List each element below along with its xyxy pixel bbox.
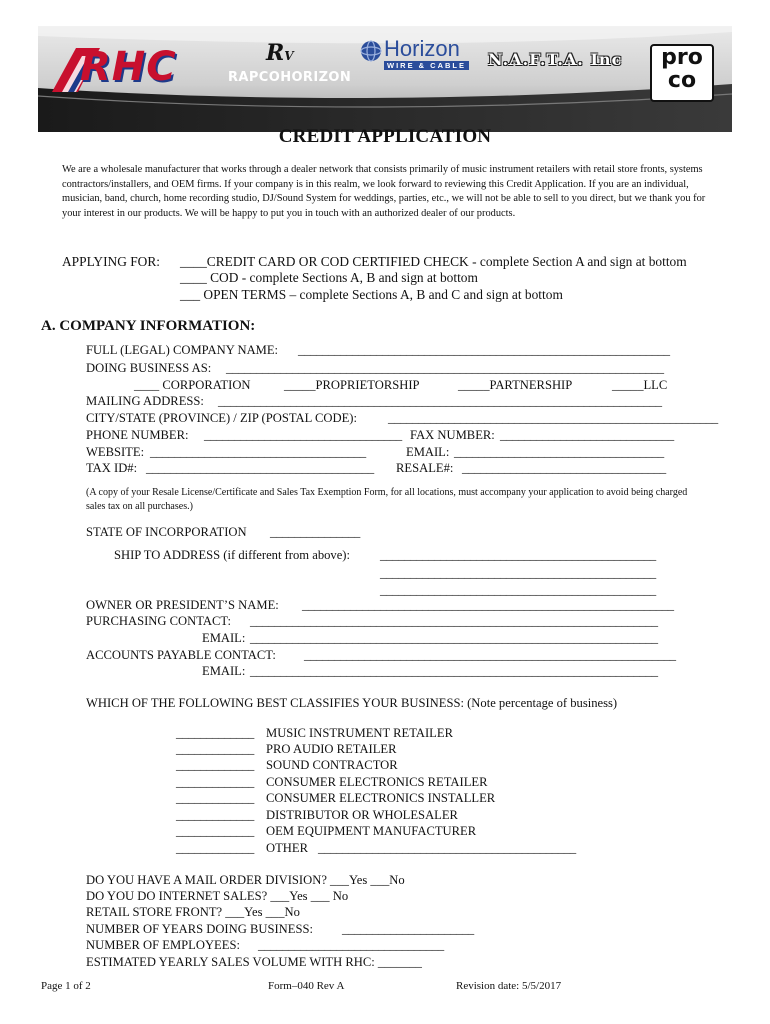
business-type-blank[interactable]: _____________ [176,775,254,789]
years-in-business-field[interactable]: ______________________ [342,922,474,936]
ap-email-field[interactable]: ____________________________________________________________________ [250,664,658,678]
employees-field[interactable]: _______________________________ [258,938,444,952]
classify-question: WHICH OF THE FOLLOWING BEST CLASSIFIES YOUR BUSINESS: (Note percentage of business) [86,696,618,710]
resale-label: RESALE#: [396,461,454,475]
business-type-blank[interactable]: _____________ [176,824,254,838]
purchasing-email-label: EMAIL: [202,631,246,645]
rhc-logo-text: RHC [80,44,177,90]
purchasing-contact-label: PURCHASING CONTACT: [86,614,231,628]
ap-email-label: EMAIL: [202,664,246,678]
website-label: WEBSITE: [86,445,145,459]
resale-field[interactable]: __________________________________ [462,461,666,475]
business-type-blank[interactable]: _____________ [176,808,254,822]
applying-option-credit-card[interactable]: ____CREDIT CARD OR COD CERTIFIED CHECK - complete Section A and sign at bottom [180,254,687,269]
ship-to-field-2[interactable]: ______________________________________________ [380,566,656,580]
business-type-item: CONSUMER ELECTRONICS RETAILER [266,775,488,789]
city-state-zip-label: CITY/STATE (PROVINCE) / ZIP (POSTAL CODE): [86,411,357,425]
tax-id-label: TAX ID#: [86,461,138,475]
rapco-logo-mark: RV [266,40,294,66]
city-state-zip-field[interactable]: _______________________________________________________ [388,411,718,425]
proco-logo-bottom: co [667,68,697,93]
mail-order-question[interactable]: DO YOU HAVE A MAIL ORDER DIVISION? ___Yes ___No [86,873,405,887]
business-type-item: SOUND CONTRACTOR [266,758,398,772]
revision-date: Revision date: 5/5/2017 [456,980,562,992]
mailing-address-field[interactable]: __________________________________________________________________________ [218,394,662,408]
dba-field[interactable]: _________________________________________________________________________ [226,361,664,375]
business-type-item: CONSUMER ELECTRONICS INSTALLER [266,791,496,805]
ship-to-field-1[interactable]: ______________________________________________ [380,548,656,562]
owner-name-label: OWNER OR PRESIDENT’S NAME: [86,598,279,612]
applying-option-open-terms[interactable]: ___ OPEN TERMS – complete Sections A, B and C and sign at bottom [180,287,563,302]
business-type-item: PRO AUDIO RETAILER [266,742,397,756]
state-incorporation-label: STATE OF INCORPORATION [86,525,247,539]
business-type-item: DISTRIBUTOR OR WHOLESALER [266,808,458,822]
ap-contact-label: ACCOUNTS PAYABLE CONTACT: [86,648,276,662]
website-field[interactable]: ____________________________________ [150,445,366,459]
storefront-question[interactable]: RETAIL STORE FRONT? ___Yes ___No [86,905,300,919]
business-type-blank[interactable]: _____________ [176,791,254,805]
option-proprietorship[interactable]: _____PROPRIETORSHIP [284,378,420,392]
sales-volume-question[interactable]: ESTIMATED YEARLY SALES VOLUME WITH RHC: _______ [86,955,422,969]
business-type-item: MUSIC INSTRUMENT RETAILER [266,726,453,740]
legal-name-field[interactable]: ______________________________________________________________ [298,343,670,357]
state-incorporation-field[interactable]: _______________ [270,525,360,539]
purchasing-contact-field[interactable]: ____________________________________________________________________ [250,614,658,628]
ap-contact-field[interactable]: ______________________________________________________________ [304,648,676,662]
years-in-business-label: NUMBER OF YEARS DOING BUSINESS: [86,922,313,936]
owner-name-field[interactable]: ______________________________________________________________ [302,598,674,612]
intro-paragraph: We are a wholesale manufacturer that works through a dealer network that consists primarily of music instrument retailers with retail store fronts, systems contractors/installers, and OEM firms. If your company is in this realm, we look forward to reviewing this Credit Application. If you are an individual, musician, band, church, home recording studio, DJ/Sound System for weddings, parties, etc., we will not be able to sell to you direct, but we thank you for your interest in our products. We will be happy to put you in touch with an authorized dealer of our products. [62,164,706,219]
page-title: CREDIT APPLICATION [278,126,492,147]
email-field[interactable]: ___________________________________ [454,445,664,459]
other-specify-field[interactable]: ___________________________________________ [318,841,576,855]
ship-to-label: SHIP TO ADDRESS (if different from above): [114,548,350,562]
phone-number-label: PHONE NUMBER: [86,428,189,442]
tax-id-field[interactable]: ______________________________________ [146,461,374,475]
business-type-blank[interactable]: _____________ [176,742,254,756]
dba-label: DOING BUSINESS AS: [86,361,212,375]
business-type-blank[interactable]: _____________ [176,758,254,772]
purchasing-email-field[interactable]: ____________________________________________________________________ [250,631,658,645]
section-a-heading: A. COMPANY INFORMATION: [41,318,256,334]
form-number: Form–040 Rev A [268,980,345,992]
option-corporation[interactable]: ____ CORPORATION [134,378,251,392]
email-label: EMAIL: [406,445,450,459]
proco-logo-top: pro [661,45,703,70]
internet-sales-question[interactable]: DO YOU DO INTERNET SALES? ___Yes ___ No [86,889,349,903]
mailing-address-label: MAILING ADDRESS: [86,394,204,408]
option-partnership[interactable]: _____PARTNERSHIP [458,378,573,392]
applying-for-label: APPLYING FOR: [62,254,160,269]
business-type-blank[interactable]: _____________ [176,726,254,740]
applying-option-cod[interactable]: ____ COD - complete Sections A, B and sign at bottom [180,270,478,285]
business-type-blank[interactable]: _____________ [176,841,254,855]
horizon-logo-text: Horizon [384,36,460,61]
legal-name-label: FULL (LEGAL) COMPANY NAME: [86,343,279,357]
page-number: Page 1 of 2 [41,980,91,992]
ship-to-field-3[interactable]: ______________________________________________ [380,583,656,597]
fax-number-field[interactable]: _____________________________ [500,428,674,442]
resale-note: (A copy of your Resale License/Certificate and Sales Tax Exemption Form, for all locations, must accompany your application to avoid being charged sales tax on all purchases.) [86,487,688,512]
fax-number-label: FAX NUMBER: [410,428,495,442]
horizon-logo-subtext: WIRE & CABLE [384,61,469,70]
nafta-logo-text: N.A.F.T.A. Inc [488,50,623,69]
horizon-globe-icon [360,40,382,67]
employees-label: NUMBER OF EMPLOYEES: [86,938,240,952]
option-llc[interactable]: _____LLC [612,378,668,392]
phone-number-field[interactable]: _________________________________ [204,428,402,442]
business-type-item: OEM EQUIPMENT MANUFACTURER [266,824,477,838]
rapco-logo-text: RAPCOHORIZON [228,70,352,85]
business-type-item: OTHER [266,841,308,855]
proco-logo [650,44,714,102]
